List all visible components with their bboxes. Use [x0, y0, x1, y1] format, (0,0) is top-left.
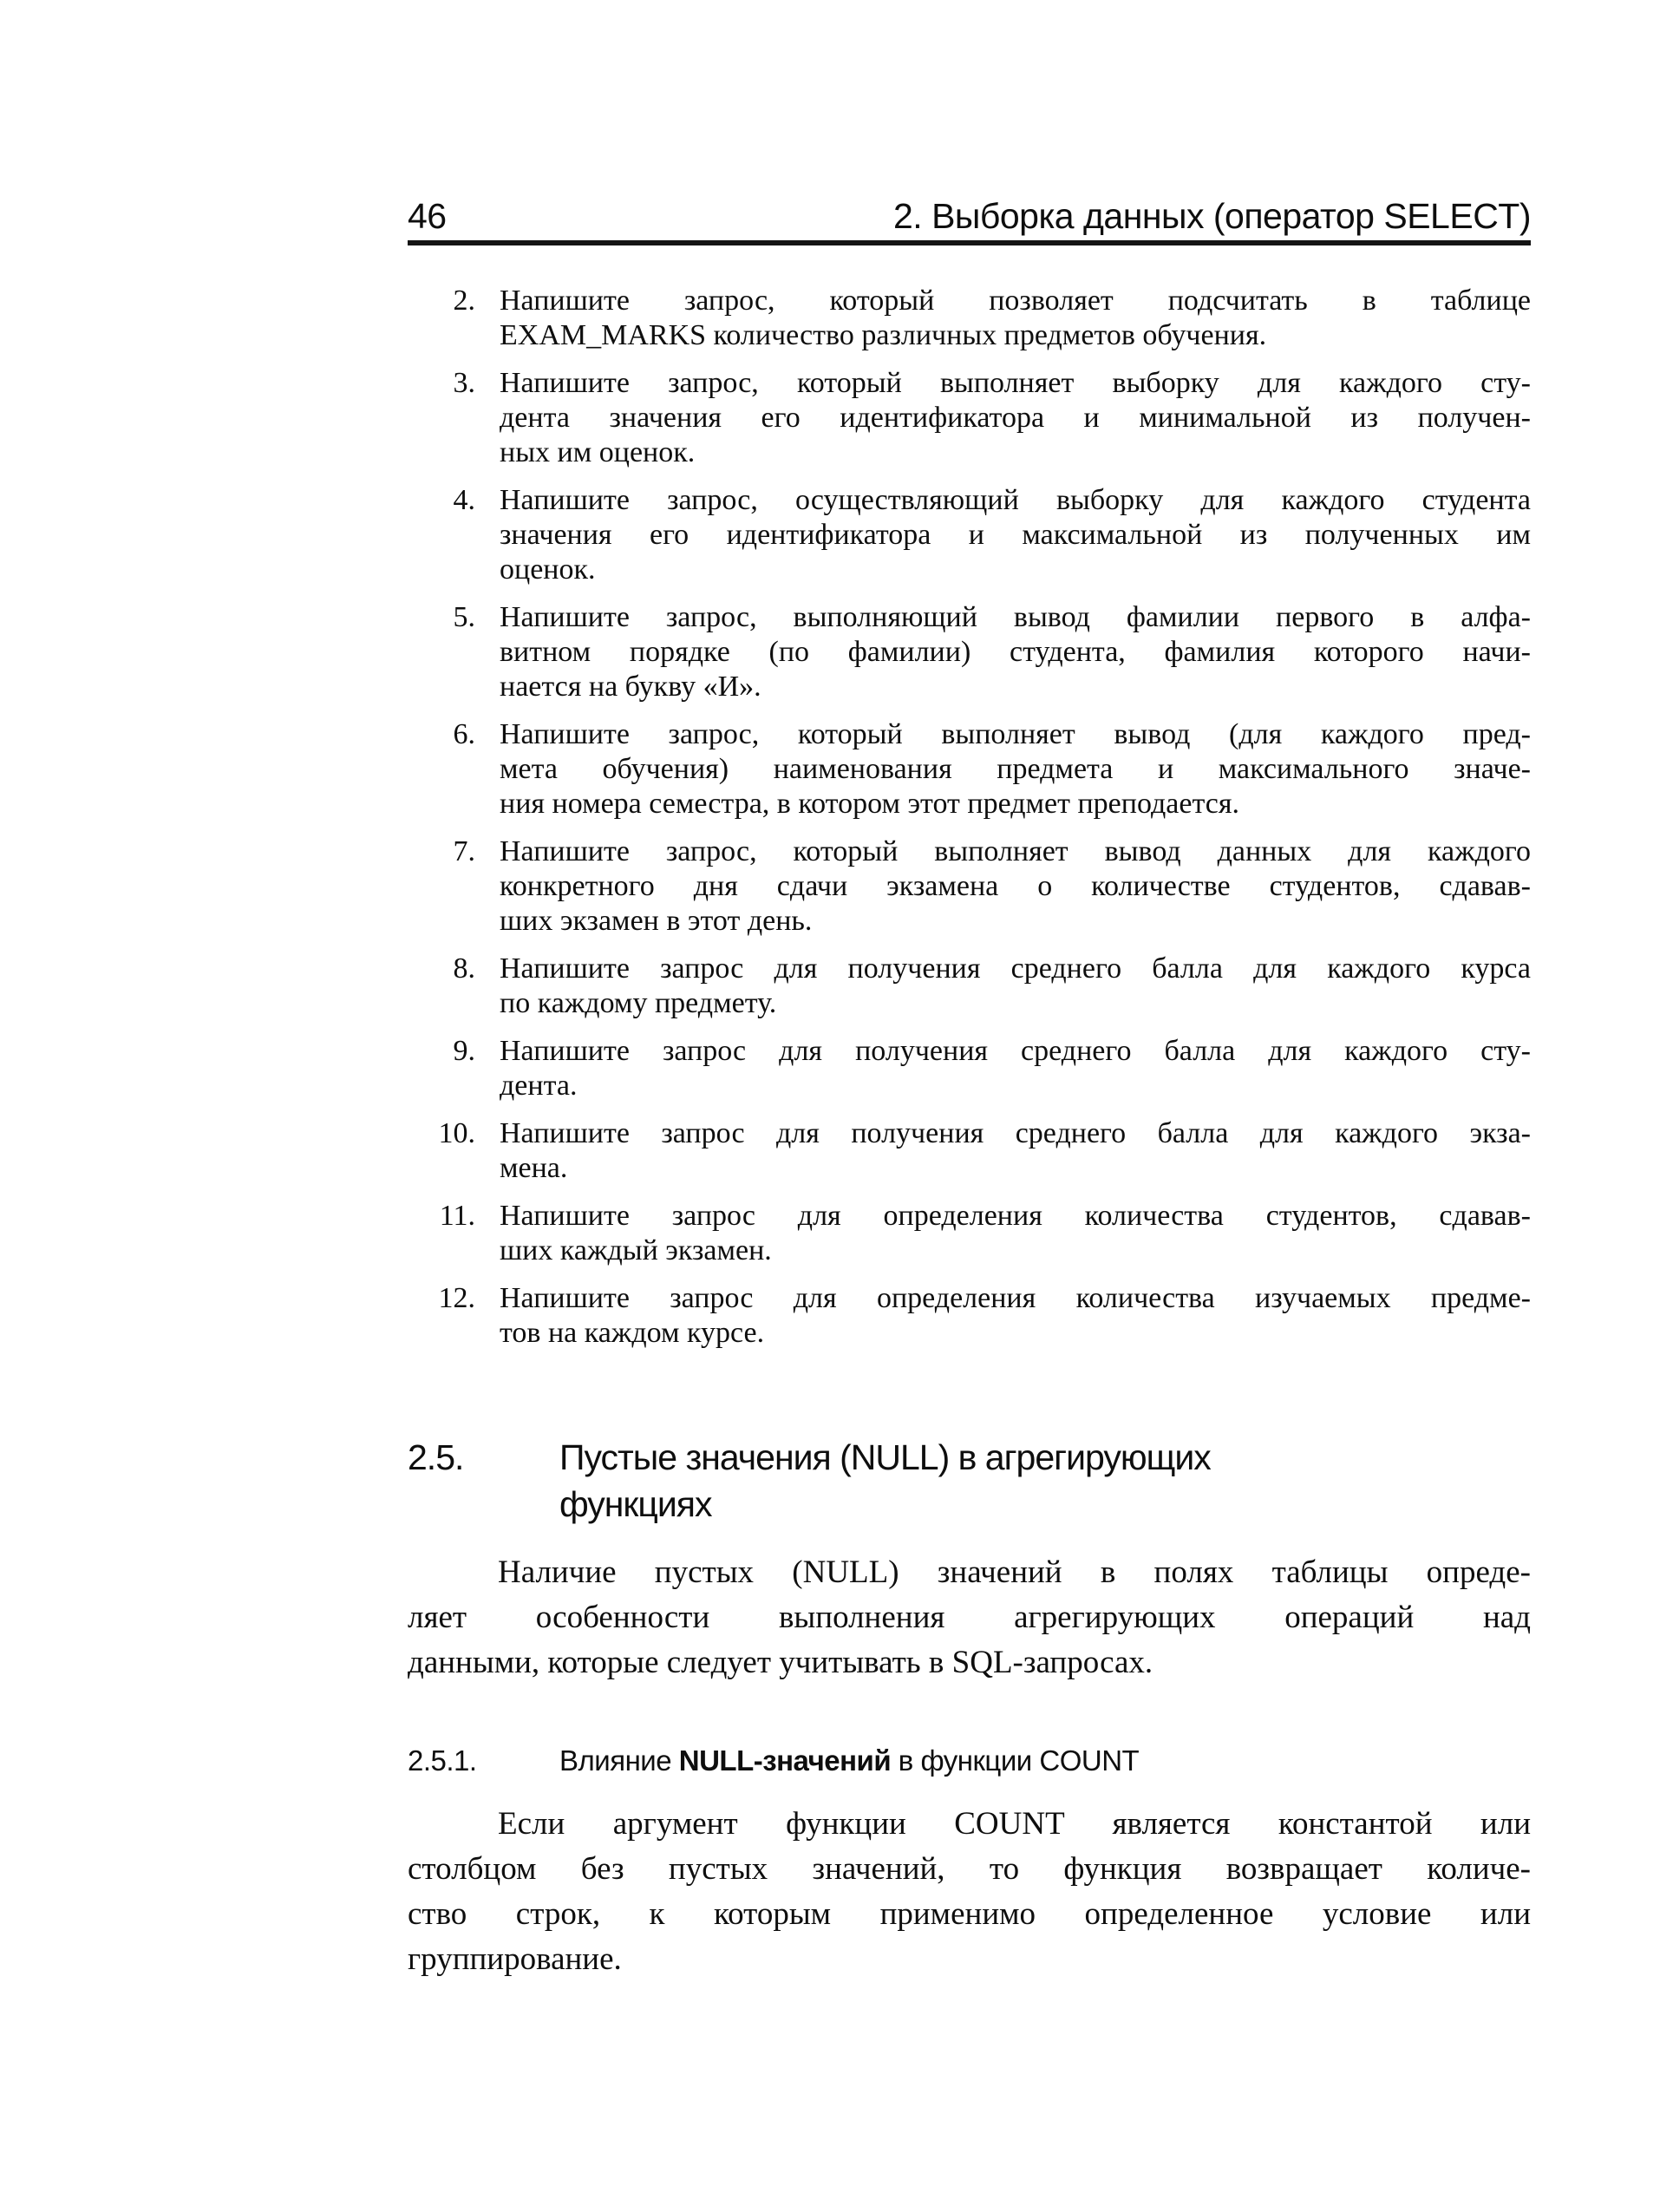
text-line: Напишите запрос, осуществляющий выборку для каждого студента: [500, 484, 1531, 516]
exercise-number: 12.: [438, 1282, 475, 1314]
exercise-number: 11.: [439, 1200, 475, 1232]
text-line: ших экзамен в этот день.: [500, 905, 813, 937]
text-line: тов на каждом курсе.: [500, 1317, 765, 1349]
exercise-text: [500, 952, 1531, 1021]
section-title-line: Пустые значения (NULL) в агрегирующих: [559, 1437, 1211, 1477]
exercise-item: [408, 483, 1531, 587]
exercise-item: [408, 366, 1531, 470]
exercise-item: [408, 600, 1531, 704]
section-title-line: функциях: [559, 1484, 712, 1524]
exercise-number: 3.: [453, 367, 475, 399]
exercise-number: 9.: [453, 1035, 475, 1067]
paragraph-null-values: [408, 1550, 1531, 1685]
running-header: [408, 196, 1531, 245]
exercise-item: [408, 834, 1531, 939]
text-line: Напишите запрос для определения количества изучаемых предме-: [500, 1282, 1531, 1314]
exercise-list: [408, 284, 1531, 1351]
exercise-number: 6.: [453, 718, 475, 750]
exercise-number: 5.: [453, 601, 475, 633]
exercise-text: [500, 1116, 1531, 1186]
text-line: Напишите запрос, который позволяет подсчитать в таблице: [500, 285, 1531, 317]
text-line: столбцом без пустых значений, то функция возвращает количе-: [408, 1851, 1531, 1887]
text-line: оценок.: [500, 553, 596, 586]
text-line: Напишите запрос для получения среднего балла для каждого курса: [500, 952, 1531, 985]
exercise-text: [500, 483, 1531, 587]
exercise-item: [408, 1116, 1531, 1186]
text-line: ляет особенности выполнения агрегирующих операций над: [408, 1600, 1531, 1635]
exercise-text: [500, 1281, 1531, 1351]
text-line: данными, которые следует учитывать в SQL-запросах.: [408, 1645, 1153, 1680]
section-title: [559, 1434, 1211, 1528]
text-line: Напишите запрос для определения количества студентов, сдавав-: [500, 1200, 1531, 1232]
exercise-text: [500, 600, 1531, 704]
text-line: ния номера семестра, в котором этот предмет преподается.: [500, 788, 1239, 820]
text-line: Если аргумент функции COUNT является константой или: [498, 1806, 1531, 1842]
text-line: дента.: [500, 1070, 578, 1102]
text-line: Напишите запрос, который выполняет вывод данных для каждого: [500, 835, 1531, 867]
exercise-text: [500, 1034, 1531, 1103]
text-line: Наличие пустых (NULL) значений в полях таблицы опреде-: [498, 1554, 1531, 1590]
paragraph-count-function: [408, 1802, 1531, 1982]
text-line: витном порядке (по фамилии) студента, фамилия которого начи-: [500, 636, 1531, 668]
subsection-heading: [408, 1743, 1531, 1779]
chapter-title: 2. Выборка данных (оператор SELECT): [892, 196, 1531, 236]
exercise-number: 8.: [453, 952, 475, 985]
text-line: мена.: [500, 1152, 568, 1184]
exercise-item: [408, 1199, 1531, 1268]
subsection-number: 2.5.1.: [408, 1744, 477, 1777]
subsection-title-suffix: в функции COUNT: [891, 1744, 1140, 1777]
text-line: Напишите запрос, который выполняет выборку для каждого сту-: [500, 367, 1531, 399]
subsection-title: [559, 1743, 1139, 1779]
subsection-title-prefix: Влияние: [559, 1744, 679, 1777]
exercise-text: [500, 834, 1531, 939]
exercise-text: [500, 1199, 1531, 1268]
page-number: 46: [408, 196, 447, 236]
exercise-text: [500, 717, 1531, 821]
text-line: конкретного дня сдачи экзамена о количестве студентов, сдавав-: [500, 870, 1531, 902]
text-line: значения его идентификатора и максимальной из полученных им: [500, 519, 1531, 551]
text-line: дента значения его идентификатора и минимальной из получен-: [500, 402, 1531, 434]
text-line: ство строк, к которым применимо определенное условие или: [408, 1896, 1531, 1932]
exercise-number: 7.: [453, 835, 475, 867]
text-line: Напишите запрос для получения среднего балла для каждого сту-: [500, 1035, 1531, 1067]
text-line: ных им оценок.: [500, 436, 696, 468]
exercise-number: 4.: [453, 484, 475, 516]
exercise-text: [500, 366, 1531, 470]
exercise-item: [408, 1281, 1531, 1351]
exercise-item: [408, 717, 1531, 821]
text-line: группирование.: [408, 1941, 622, 1977]
exercise-number: 2.: [453, 285, 475, 317]
text-line: по каждому предмету.: [500, 987, 777, 1019]
subsection-title-bold-term: NULL-значений: [678, 1744, 892, 1777]
exercise-text: [500, 284, 1531, 353]
text-line: EXAM_MARKS количество различных предметов обучения.: [500, 319, 1267, 351]
text-line: Напишите запрос, который выполняет вывод (для каждого пред-: [500, 718, 1531, 750]
exercise-number: 10.: [438, 1117, 475, 1149]
exercise-item: [408, 952, 1531, 1021]
text-line: Напишите запрос для получения среднего балла для каждого экза-: [500, 1117, 1531, 1149]
text-line: Напишите запрос, выполняющий вывод фамилии первого в алфа-: [500, 601, 1531, 633]
text-line: мета обучения) наименования предмета и максимального значе-: [500, 753, 1531, 785]
section-number: 2.5.: [408, 1437, 464, 1477]
text-line: ших каждый экзамен.: [500, 1234, 772, 1266]
exercise-item: [408, 1034, 1531, 1103]
section-heading: [408, 1434, 1531, 1528]
text-line: нается на букву «И».: [500, 671, 761, 703]
exercise-item: [408, 284, 1531, 353]
